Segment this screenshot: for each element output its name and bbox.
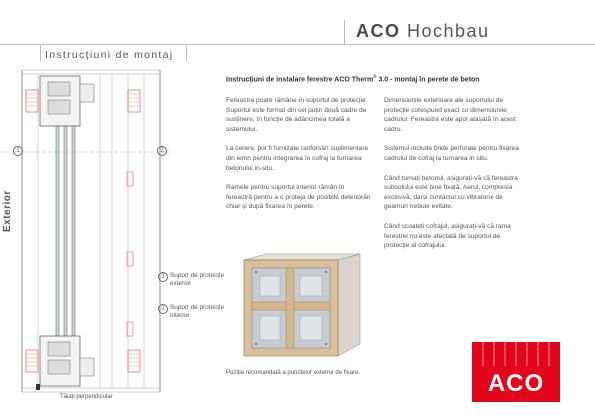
header-line (0, 44, 595, 45)
window-section-drawing (0, 62, 200, 402)
legend-text-1: Suport de protecție exterior (170, 272, 224, 287)
marker-2: 2 (157, 146, 167, 156)
cut-label: Tăiați perpendicular (60, 394, 113, 400)
legend-marker-1: 1 (158, 272, 168, 282)
right-column (384, 96, 524, 261)
logo-text: ACO (487, 370, 545, 397)
right-paragraph-2: Sistemul include bride perforate pentru fixarea cadrului de cofraj la turnarea in situ. (384, 145, 519, 162)
title-reg: ® (373, 74, 377, 79)
support-frame-photo (238, 252, 368, 364)
main-title (226, 74, 480, 83)
marker-1: 1 (13, 146, 23, 156)
right-paragraph-3: Când turnați betonul, asigurați-vă că fereastra subsolului este bine fixată. Aerul, compresia excesivă, darși contactul cu vibratorul de geamuri trebuie evitate. (384, 174, 518, 211)
left-paragraph-1: Fereastra poate rămâne în suportul de protecție. Suportul este format din cel puțin două cadre de susținere, în funcție de adâncimea totală a sistemului. (226, 97, 368, 133)
header-divider (344, 20, 345, 45)
legend-marker-2: 2 (158, 304, 168, 314)
right-paragraph-4: Când scoateți cofrajul, asigurați-vă că rama ferestrei nu este afectată de suportul de protecție al cofrajului. (384, 222, 511, 250)
title-text: Instrucțiuni de instalare ferestre ACO Therm (226, 76, 374, 84)
right-paragraph-1: Dimensiunile exterioare ale suportului de protecție corespund exact cu dimensiunile cadrului. Fereastra este apoi atașată în acest cadru. (384, 97, 516, 133)
left-column (226, 96, 372, 222)
brand-title (356, 21, 490, 42)
exterior-label: Exterior (2, 190, 13, 232)
legend-text-2: Suport de protecție interior (170, 304, 224, 319)
section-title: Instrucțiuni de montaj (45, 49, 174, 61)
section-tick (40, 45, 41, 61)
brand-bold: ACO (356, 21, 401, 41)
aco-logo (472, 342, 560, 402)
brand-rest: Hochbau (407, 21, 490, 41)
section-tick-right (186, 45, 187, 61)
title-rest: 3.0 - montaj în perete de beton (376, 76, 480, 84)
photo-caption: Poziția recomandată a punctelor externe de fixare. (226, 370, 361, 376)
left-paragraph-2: La cerere, pot fi furnizate ranforsări suplimentare din lemn pentru integrarea în cofraj la turnarea betonului in-situ. (226, 145, 369, 172)
left-paragraph-3: Ramele pentru suportul interior rămân în fereastră pentru a o proteja de posibile deteriorări chiar și după fixarea în perete. (226, 184, 371, 211)
